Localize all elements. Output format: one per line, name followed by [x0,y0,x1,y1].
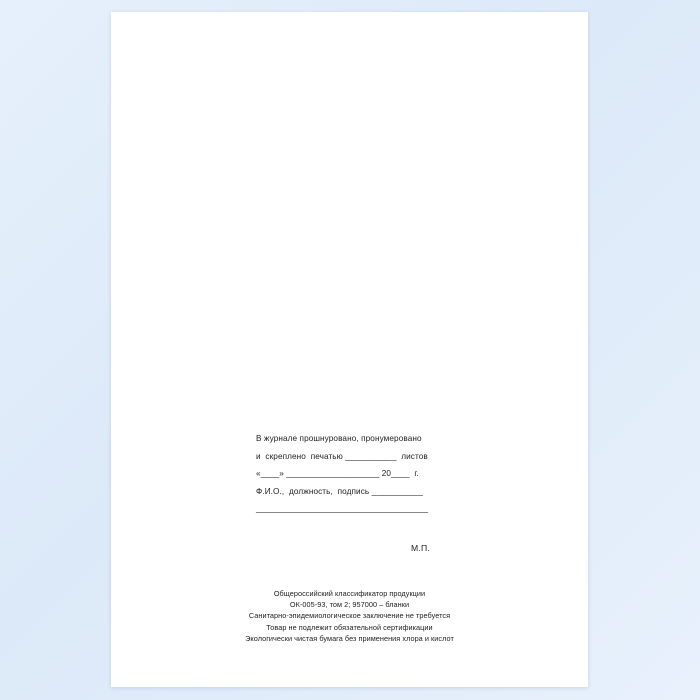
certification-note [256,430,556,518]
footer-line-4: Товар не подлежит обязательной сертификации [266,622,433,632]
footer-line-3: Санитарно-эпидемиологическое заключение не требуется [248,611,451,621]
footer-line-2: ОК-005-93, том 2; 957000 – бланки [289,600,410,610]
certification-note-line-5: _____________________________________ [256,504,429,513]
certification-note-line-3: «____» ____________________ 20____ г. [256,469,419,478]
document-sheet [111,12,588,687]
certification-note-line-2: и скреплено печатью ___________ листов [256,451,428,461]
footer-line-1: Общероссийский классификатор продукции [273,589,426,598]
document-footer [111,588,588,644]
certification-note-line-4: Ф.И.О., должность, подпись ___________ [256,486,423,496]
seal-mark: М.П. [411,543,430,553]
certification-note-line-1: В журнале прошнуровано, пронумеровано [256,434,422,443]
footer-line-5: Экологически чистая бумага без применения хлора и кислот [245,633,454,643]
